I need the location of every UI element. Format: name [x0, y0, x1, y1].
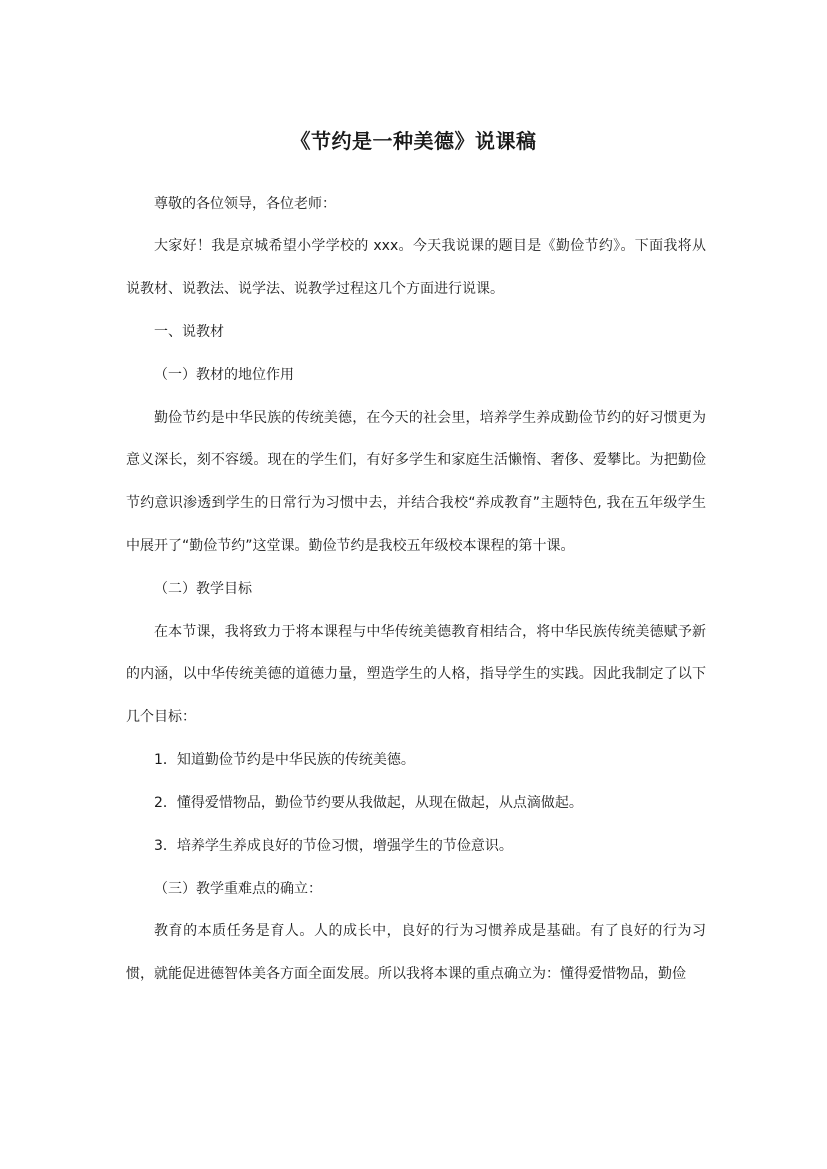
heading-section-1: 一、说教材 — [154, 324, 224, 341]
paragraph-teaching-goals: 在本节课，我将致力于将本课程与中华传统美德教育相结合，将中华民族传统美德赋予新的内涵，以中华传统美德的道德力量，塑造学生的人格，指导学生的实践。因此我制定了以下几个目标： — [126, 623, 706, 726]
heading-subsection-1: （一）教材的地位作用 — [154, 367, 294, 384]
paragraph-material-role: 勤俭节约是中华民族的传统美德，在今天的社会里，培养学生养成勤俭节约的好习惯更为意义深长，刻不容缓。现在的学生们，有好多学生和家庭生活懒惰、奢侈、爱攀比。为把勤俭节约意识渗透到学生的日常行为习惯中去，并结合我校“养成教育”主题特色, 我在五年级学生中展开了“勤俭节约”这堂课。勤俭节约是我校五年级校本课程的第十课。 — [126, 409, 706, 554]
document-title: 《节约是一种美德》说课稿 — [290, 129, 537, 153]
document-body — [126, 190, 706, 1003]
heading-subsection-3: （三）教学重难点的确立： — [154, 880, 322, 897]
list-item-goal-3: 3．培养学生养成良好的节俭习惯，增强学生的节俭意识。 — [154, 837, 513, 854]
paragraph-introduction: 大家好！我是京城希望小学学校的 xxx。今天我说课的题目是《勤俭节约》。下面我将从说教材、说教法、说学法、说教学过程这几个方面进行说课。 — [126, 238, 706, 298]
paragraph-key-points: 教育的本质任务是育人。人的成长中，良好的行为习惯养成是基础。有了良好的行为习惯，就能促进德智体美各方面全面发展。所以我将本课的重点确立为：懂得爱惜物品，勤俭 — [126, 923, 706, 982]
heading-subsection-2: （二）教学目标 — [154, 581, 252, 598]
paragraph-greeting: 尊敬的各位领导，各位老师： — [154, 196, 336, 212]
list-item-goal-1: 1．知道勤俭节约是中华民族的传统美德。 — [154, 752, 415, 769]
list-item-goal-2: 2．懂得爱惜物品，勤俭节约要从我做起，从现在做起，从点滴做起。 — [154, 795, 583, 812]
